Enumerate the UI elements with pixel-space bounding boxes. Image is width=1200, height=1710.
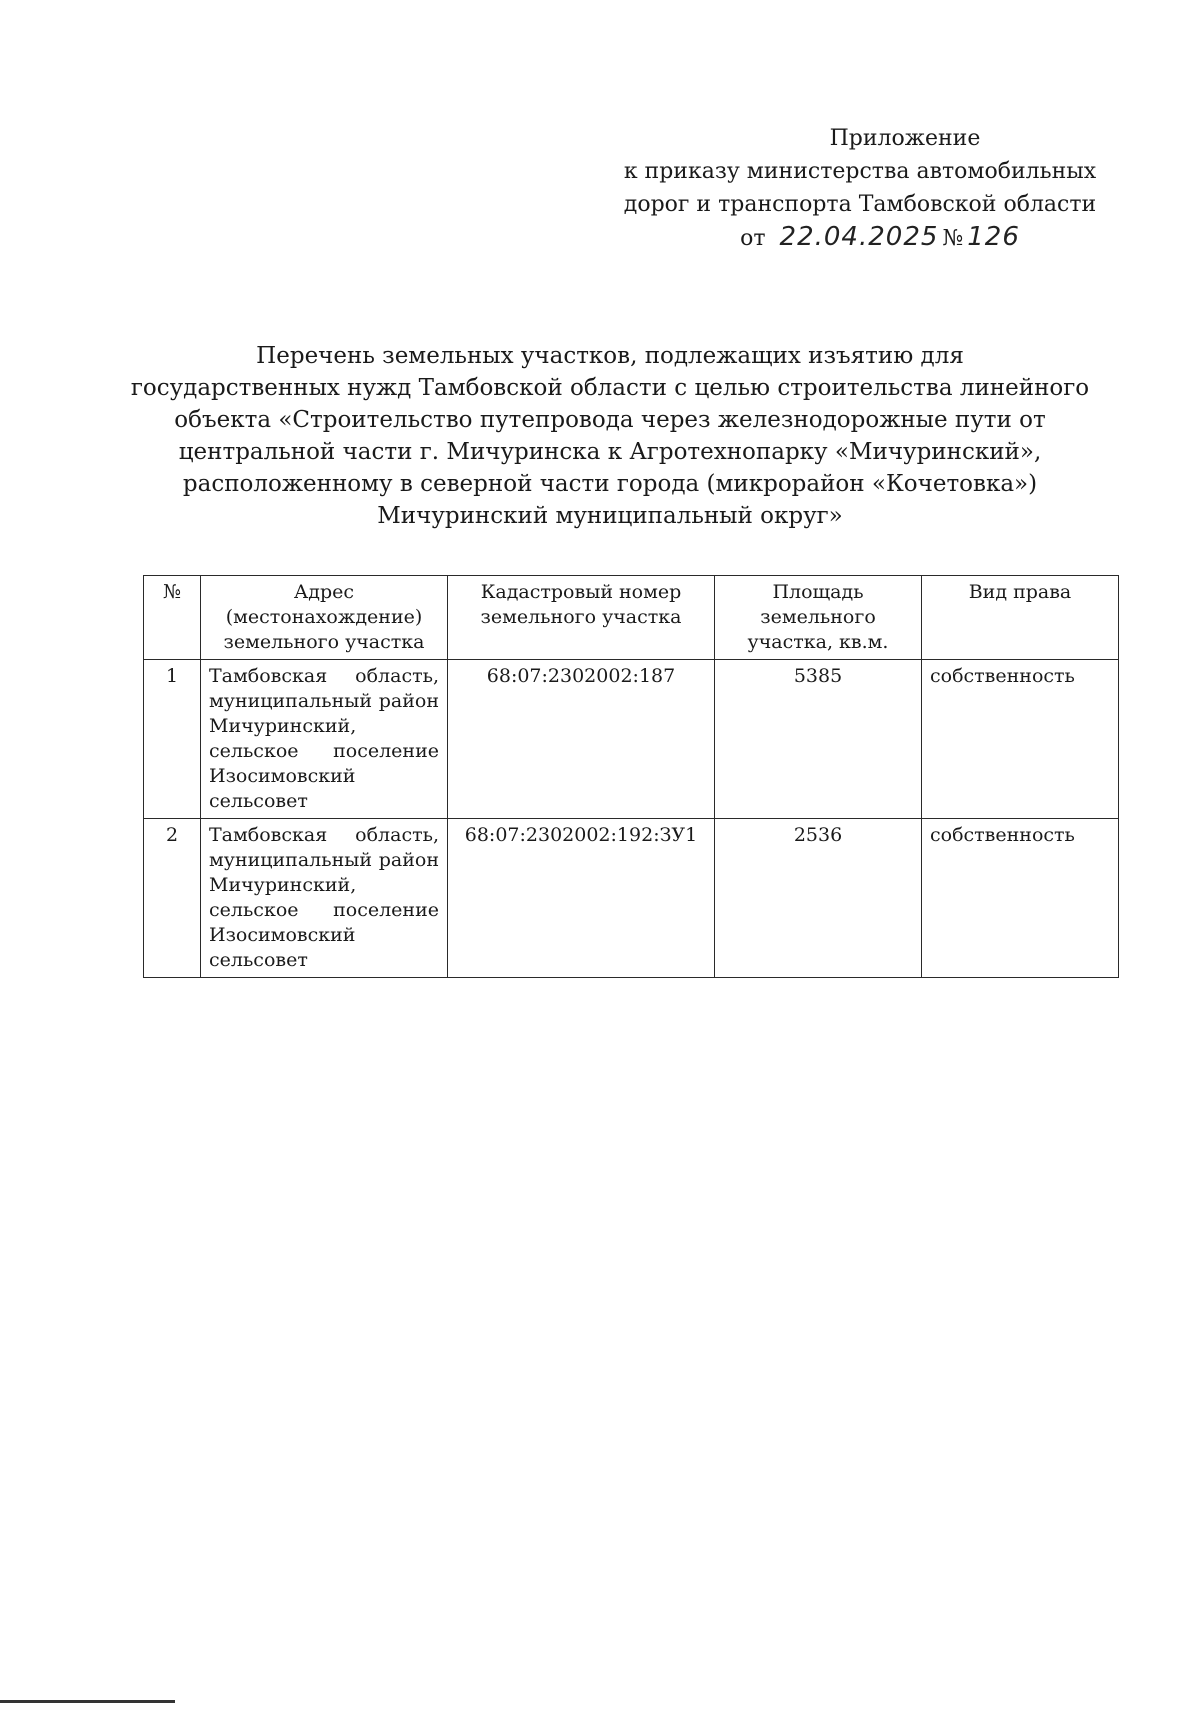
land-plots-table	[143, 575, 1119, 978]
heading-line: центральной части г. Мичуринска к Агротехнопарку «Мичуринский»,	[178, 439, 1042, 465]
row-cadastral-number: 68:07:2302002:187	[448, 660, 715, 819]
heading-line: объекта «Строительство путепровода через железнодорожные пути от	[174, 407, 1046, 433]
heading-line: расположенному в северной части города (микрорайон «Кочетовка»)	[182, 471, 1038, 497]
table-header-row	[144, 576, 1119, 660]
document-heading	[130, 340, 1090, 532]
heading-line: государственных нужд Тамбовской области с целью строительства линейного	[130, 375, 1090, 401]
header-cadastral-number: Кадастровый номер земельного участка	[448, 576, 715, 660]
appendix-title: Приложение	[829, 126, 981, 151]
handwritten-date: 22.04.2025	[779, 222, 939, 252]
row-address: Тамбовская область, муниципальный район Мичуринский, сельское поселение Изосимовский сельсовет	[201, 660, 448, 819]
row-number: 2	[144, 819, 201, 978]
from-label: от	[740, 226, 766, 251]
handwritten-number: 126	[967, 222, 1020, 252]
table-row	[144, 819, 1119, 978]
row-right-type: собственность	[922, 660, 1119, 819]
header-right-type: Вид права	[922, 576, 1119, 660]
row-area: 2536	[715, 819, 922, 978]
row-right-type: собственность	[922, 819, 1119, 978]
header-address: Адрес (местонахождение) земельного участка	[201, 576, 448, 660]
row-cadastral-number: 68:07:2302002:192:ЗУ1	[448, 819, 715, 978]
heading-line: Перечень земельных участков, подлежащих изъятию для	[256, 343, 964, 369]
bottom-divider	[0, 1700, 175, 1703]
row-number: 1	[144, 660, 201, 819]
heading-line: Мичуринский муниципальный округ»	[377, 503, 843, 529]
number-sign: №	[942, 226, 964, 251]
order-date-number	[600, 221, 1120, 255]
appendix-block	[600, 122, 1120, 255]
appendix-line-2: дорог и транспорта Тамбовской области	[623, 192, 1097, 217]
row-address: Тамбовская область, муниципальный район Мичуринский, сельское поселение Изосимовский сельсовет	[201, 819, 448, 978]
table-row	[144, 660, 1119, 819]
header-number: №	[144, 576, 201, 660]
appendix-line-1: к приказу министерства автомобильных	[623, 159, 1097, 184]
header-area: Площадь земельного участка, кв.м.	[715, 576, 922, 660]
row-area: 5385	[715, 660, 922, 819]
